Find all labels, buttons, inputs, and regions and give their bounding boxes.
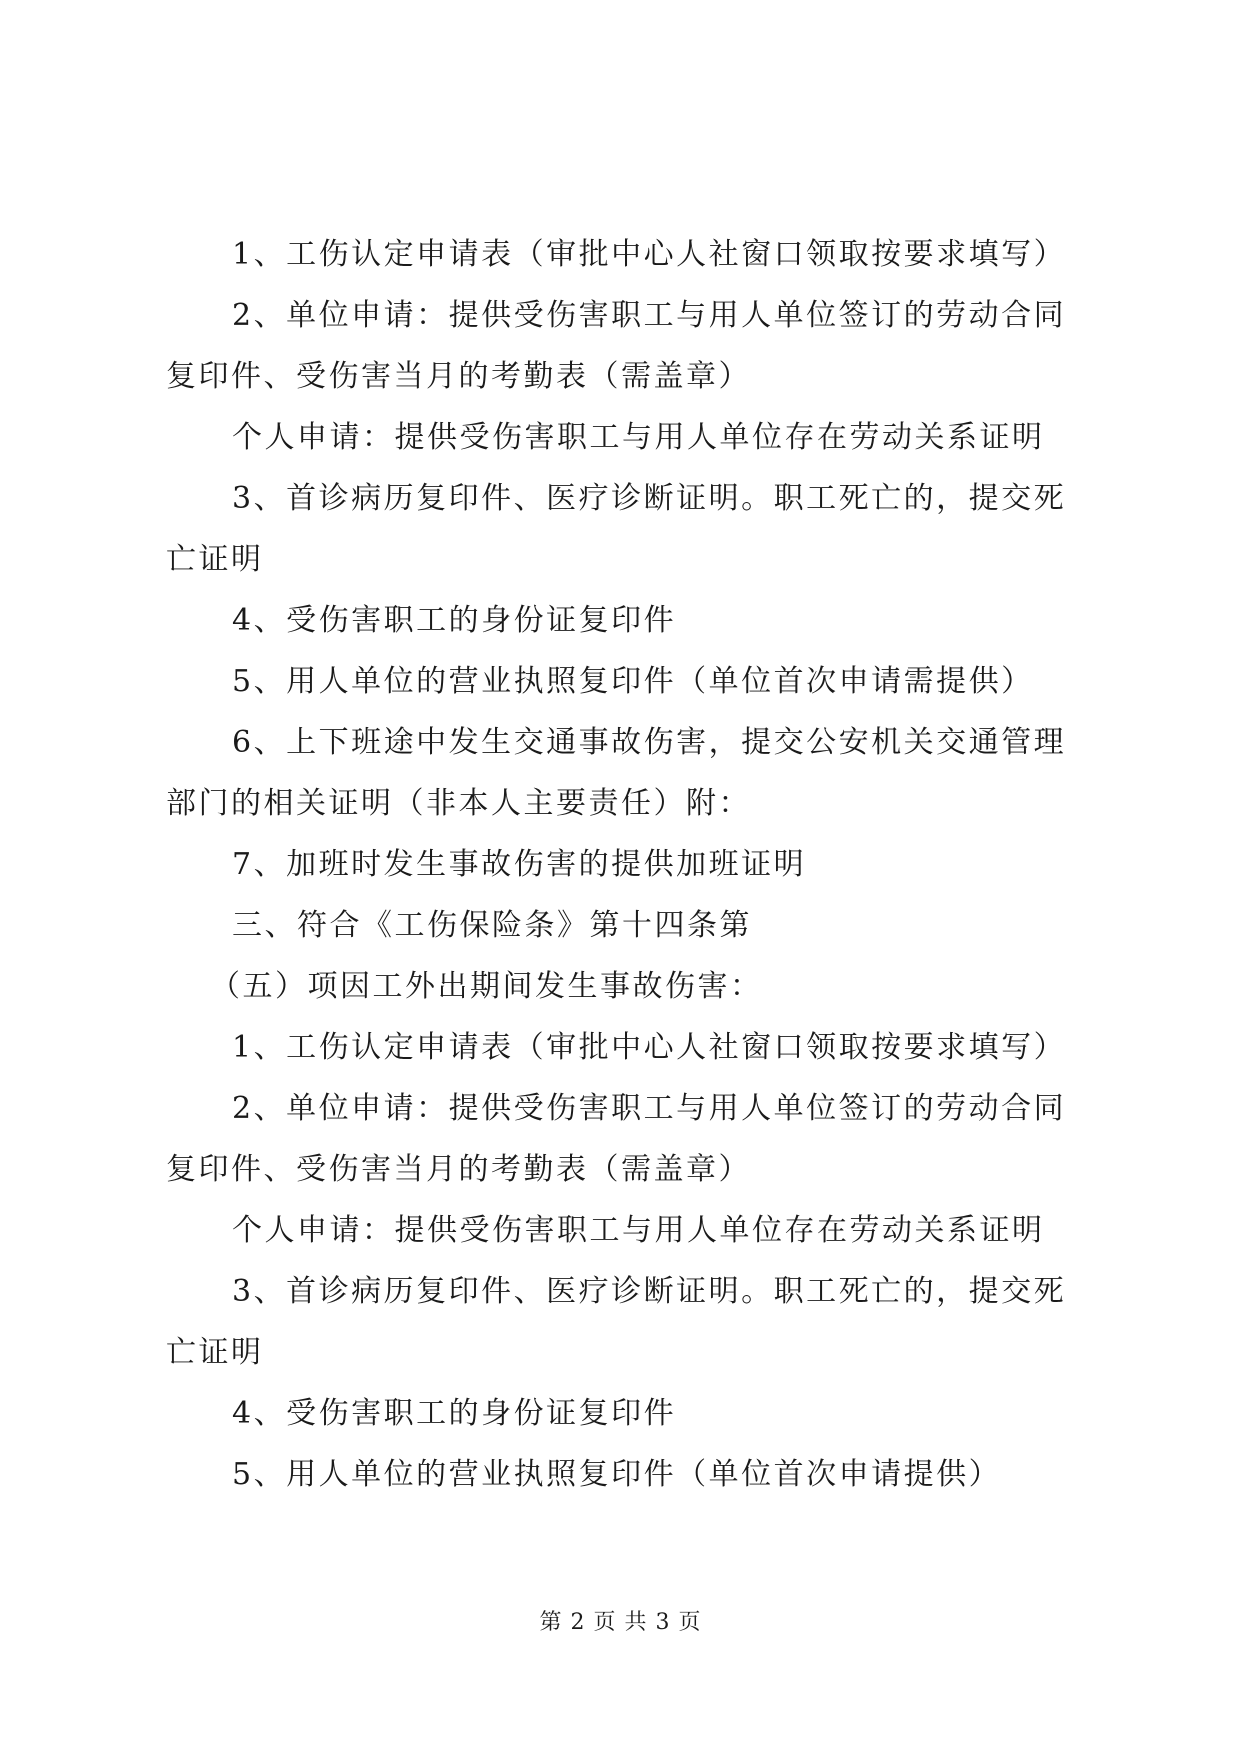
- page-number-footer: 第 2 页 共 3 页: [539, 1610, 702, 1635]
- list-item: 7、加班时发生事故伤害的提供加班证明: [232, 847, 807, 882]
- list-item: 5、用人单位的营业执照复印件（单位首次申请提供）: [232, 1457, 1002, 1492]
- list-item: 1、工伤认定申请表（审批中心人社窗口领取按要求填写）: [232, 237, 1067, 272]
- section-heading: 三、符合《工伤保险条》第十四条第: [232, 908, 752, 943]
- list-item-continuation: 复印件、受伤害当月的考勤表（需盖章）: [166, 1152, 751, 1187]
- list-item: 5、用人单位的营业执照复印件（单位首次申请需提供）: [232, 664, 1034, 699]
- list-item-continuation: 复印件、受伤害当月的考勤表（需盖章）: [166, 359, 751, 394]
- list-item-continuation: 亡证明: [166, 542, 264, 577]
- list-item: 1、工伤认定申请表（审批中心人社窗口领取按要求填写）: [232, 1030, 1067, 1065]
- list-item: 2、单位申请：提供受伤害职工与用人单位签订的劳动合同: [232, 298, 1067, 333]
- list-item-continuation: 亡证明: [166, 1335, 264, 1370]
- document-body: [166, 224, 1080, 1505]
- list-item: 3、首诊病历复印件、医疗诊断证明。职工死亡的，提交死: [232, 1274, 1067, 1309]
- list-item: 个人申请：提供受伤害职工与用人单位存在劳动关系证明: [232, 420, 1045, 455]
- list-item: 2、单位申请：提供受伤害职工与用人单位签订的劳动合同: [232, 1091, 1067, 1126]
- list-item: 4、受伤害职工的身份证复印件: [232, 1396, 677, 1431]
- list-item: 3、首诊病历复印件、医疗诊断证明。职工死亡的，提交死: [232, 481, 1067, 516]
- list-item: 4、受伤害职工的身份证复印件: [232, 603, 677, 638]
- section-subheading: （五）项因工外出期间发生事故伤害：: [210, 969, 763, 1004]
- list-item: 个人申请：提供受伤害职工与用人单位存在劳动关系证明: [232, 1213, 1045, 1248]
- list-item: 6、上下班途中发生交通事故伤害，提交公安机关交通管理: [232, 725, 1067, 760]
- list-item-continuation: 部门的相关证明（非本人主要责任）附：: [166, 786, 751, 821]
